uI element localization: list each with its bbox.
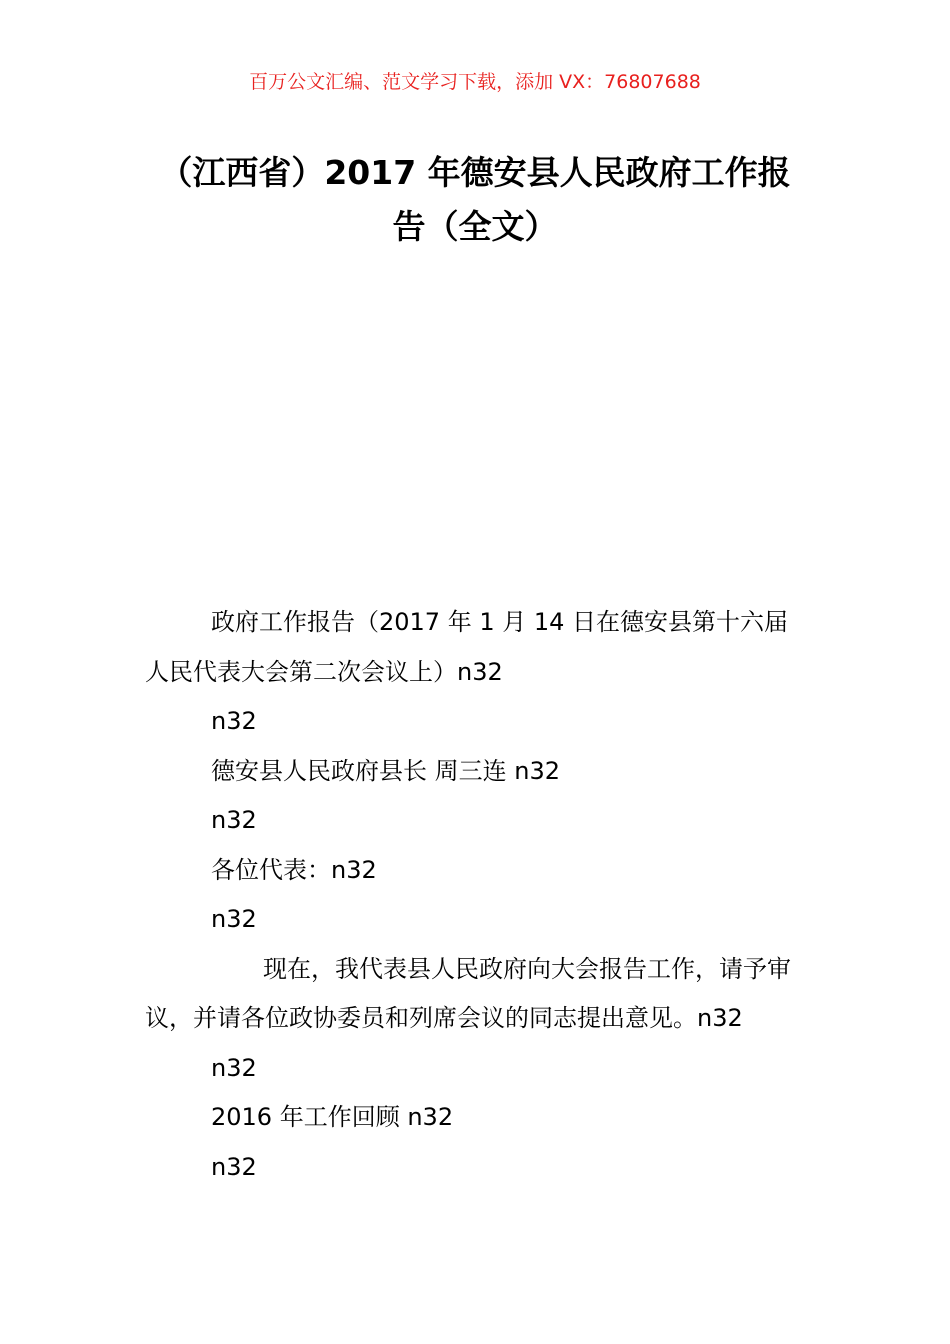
title-line-1: （江西省）2017 年德安县人民政府工作报: [159, 153, 791, 192]
paragraph-author: 德安县人民政府县长 周三连 n32: [211, 756, 561, 785]
paragraph-break: n32: [211, 905, 257, 933]
paragraph-salutation: 各位代表：n32: [211, 855, 377, 884]
paragraph-break: n32: [211, 707, 257, 735]
document-title: [140, 146, 810, 254]
paragraph-break: n32: [211, 1152, 257, 1181]
title-line-2: 告（全文）: [392, 207, 558, 246]
paragraph-opening: 现在，我代表县人民政府向大会报告工作，请予审议，并请各位政协委员和列席会议的同志提出意见。n32: [145, 954, 791, 1032]
paragraph-break: n32: [211, 806, 257, 834]
paragraph-report-intro: 政府工作报告（2017 年 1 月 14 日在德安县第十六届人民代表大会第二次会议上）n32: [145, 608, 789, 686]
document-body: [145, 598, 810, 1192]
header-watermark-note: 百万公文汇编、范文学习下载，添加 VX：76807688: [249, 71, 701, 93]
section-heading-2016-review: 2016 年工作回顾 n32: [211, 1103, 454, 1131]
paragraph-break: n32: [211, 1053, 257, 1082]
